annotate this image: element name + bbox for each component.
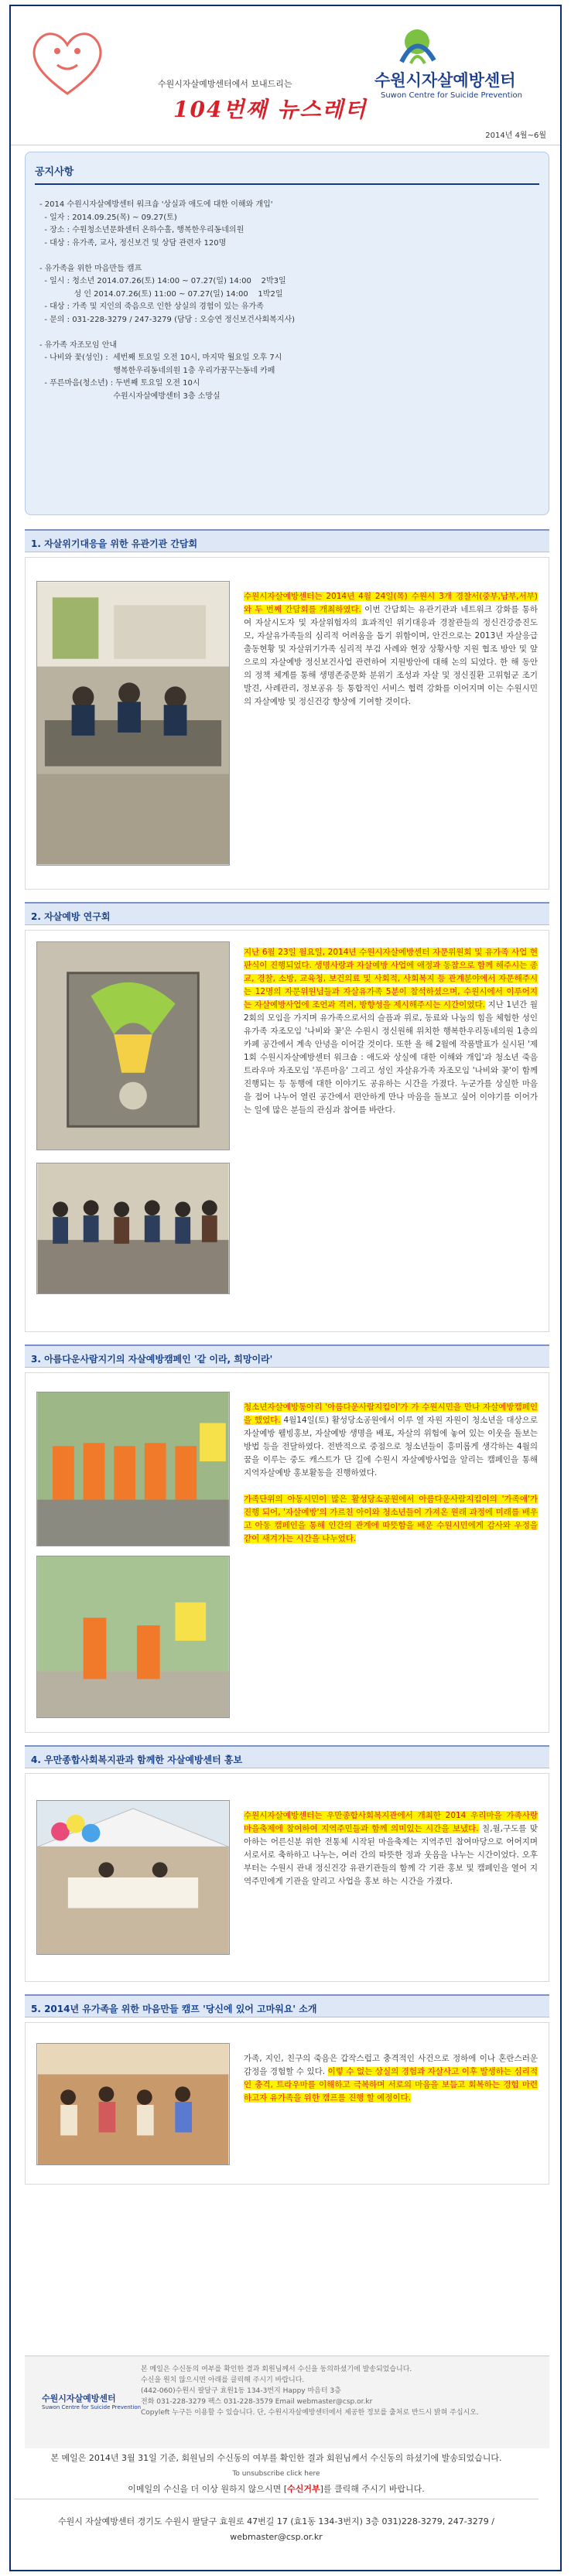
notice-line: - 2014 수원시자살예방센터 워크숍 '상실과 애도에 대한 이해와 개입' xyxy=(39,200,273,209)
newsletter-header xyxy=(11,6,560,145)
footer-text xyxy=(141,2364,479,2418)
section-5-header xyxy=(25,1994,549,2017)
committee-photo xyxy=(36,1163,230,1294)
notice-line: - 문의 : 031-228-3279 / 247-3279 (담당 : 오승연 정신보건사회복지사) xyxy=(39,315,296,324)
bottom-line-2 xyxy=(14,2482,539,2497)
logo-english: Suwon Centre for Suicide Prevention xyxy=(381,91,522,100)
newsletter xyxy=(9,5,562,2571)
campaign-group-photo xyxy=(36,1392,230,1546)
bottom-line-1: 본 메일은 2014년 3월 31일 기준, 회원님의 수신동의 여부를 확인한 결과 회원님께서 수신동의 하셨기에 발송되었습니다. xyxy=(50,2453,502,2463)
plaque-photo xyxy=(36,941,230,1150)
notice-line: - 일자 : 2014.09.25(목) ~ 09.27(토) xyxy=(39,213,177,222)
notice-line: - 푸른마음(청소년) : 두번째 토요일 오전 10시 xyxy=(39,379,200,388)
section-5-highlight: 이렇 수 없는 상실의 경험과 자살사고 이후 발생하는 심리적인 충격, 트라우마를 이해하고 극복하며 서로의 마음을 보듬고 회복하는 경험 마련하고자 유가족을 위한 캠프를 진행 할 예정이다. xyxy=(244,2067,538,2103)
meeting-photo xyxy=(36,581,230,866)
section-3-body-text: 4월14일(토) 활성당소공원에서 이루 열 자원 자원이 청소년을 대상으로 자살예방 웰빙홍보, 자살예방 생명을 배포, 자살의 위험에 놓여 있는 이웃을 돌보는 방법 등을 전달하였다. 전반적으로 중점으로 청소년들이 흥미롭게 생각하는 4월의 꿈을 이루는 중도 캐스트가 단 길에 수원시 자살예방사업을 알리는 캠페인을 통해 지역자살예방 홍보활동을 진행하였다. xyxy=(244,1416,538,1478)
section-3-title: 3. 아름다운사람지기의 자살예방캠페인 '같 이라, 희망이라' xyxy=(31,1354,273,1365)
section-1-header xyxy=(25,529,549,552)
notice-line: - 대상 : 유가족, 교사, 정신보건 및 상담 관련자 120명 xyxy=(39,238,227,248)
section-1-body xyxy=(25,557,549,890)
heart-mascot-icon xyxy=(25,20,110,105)
unsubscribe-button[interactable]: 수신거부 xyxy=(287,2484,320,2494)
footer-line: 수신을 원치 않으시면 아래를 클릭해 주시기 바랍니다. xyxy=(141,2376,305,2384)
section-2-text xyxy=(244,946,538,1117)
section-5-text xyxy=(244,2052,538,2105)
section-5-body-text: 가족, 지인, 친구의 죽음은 갑작스럽고 충격적인 사건으로 정하에 이나 혼란스러운 감정을 경험할 수 있다. xyxy=(244,2054,538,2076)
notice-line: 수원시자살예방센터 3층 소망실 xyxy=(39,391,221,401)
campaign-street-photo xyxy=(36,1556,230,1718)
bottom-line-2a: 이메일의 수신을 더 이상 원하지 않으시면 [ xyxy=(128,2484,288,2494)
section-4-body xyxy=(25,1773,549,1982)
notice-line: 행복한우리동네의원 1층 우리가꿈꾸는동네 카페 xyxy=(39,366,275,375)
footer-line: (442-060)수원시 팔달구 효원1동 134-3번지 Happy 마음터 3층 xyxy=(141,2387,341,2395)
section-1-title: 1. 자살위기대응을 위한 유관기관 간담회 xyxy=(31,538,198,549)
bottom-address: 수원시 자살예방센터 경기도 수원시 팔달구 효원로 47번길 17 (효1동 134-3번지) 3층 031)228-3279, 247-3279 / webmaster@csp.or.kr xyxy=(58,2516,494,2542)
section-4-title: 4. 우만종합사회복지관과 함께한 자살예방센터 홍보 xyxy=(31,1754,243,1765)
notice-box xyxy=(25,152,549,515)
notice-line: - 대상 : 가족 및 지인의 죽음으로 인한 상실의 경험이 있는 유가족 xyxy=(39,302,264,311)
section-2-body-text: 지난 1년간 월2회의 모임을 가지며 유가족으로서의 슬픔과 위로, 동료와 나눔의 힘을 체험한 성인유가족 자조모임 '나비와 꽃'은 수원시 정신원해 위치한 행복한우리동네의원 1층의 카페 공간에서 계속 안녕을 이어갈 것이다. 또한 올 해 2월에 작품발표가 실시된 '제1회 수원시자살예방센터 워크숍 : 애도와 상실에 대한 이해와 개입'과 청소년 죽음트라우마 자조모임 '푸른마음' 그리고 성인 자살유가족 자조모임 '나비와 꽃'이 함께 진행되는 등 동행에 대한 이야기도 공유하는 시간을 가졌다. 누군가를 상실한 마음을 접어 나누어 열린 공간에서 편안하게 만나 마음을 돌보고 싶어 이야기를 이어가는 일에 많은 분들의 관심과 참여를 바란다. xyxy=(244,1000,538,1115)
section-1-highlight: 수원시자살예방센터는 2014년 4월 24일(목) 수원시 3개 경찰서(중부,남부,서부)와 두 번째 간담회를 개최하였다. xyxy=(244,592,538,614)
section-4-header xyxy=(25,1745,549,1768)
notice-title: 공지사항 xyxy=(35,166,74,178)
camp-photo xyxy=(36,2043,230,2165)
section-4-text xyxy=(244,1809,538,1888)
section-3-header xyxy=(25,1344,549,1368)
logo-korean: 수원시자살예방센터 xyxy=(374,71,516,90)
issue-date: 2014년 4월~6월 xyxy=(485,132,546,140)
section-5-title: 5. 2014년 유가족을 위한 마음만들 캠프 '당신에 있어 고마워요' 소개 xyxy=(31,2004,317,2014)
section-1-text xyxy=(244,590,538,709)
notice-line: - 유가족 자조모임 안내 xyxy=(39,340,118,350)
notice-line xyxy=(39,250,535,263)
notice-body xyxy=(39,199,535,403)
notice-line: - 장소 : 수원청소년문화센터 온하수홀, 행복한우리동네의원 xyxy=(39,226,244,234)
issue-title: 104번째 뉴스레터 xyxy=(173,97,368,122)
section-2-header xyxy=(25,902,549,925)
section-4-body-text: 칠,월,구도를 맞아하는 어른신분 위한 전통체 시작된 마을축제는 지역주민 참여마당으로 어어지며 서로서로 축하하고 나누는, 여러 간의 따뜻한 정과 웃음을 나누는 시간이었다. 오후부터는 수원시 관내 정신건강 유관기관들의 함께 각 기관 홍보 및 캠페인을 열어 지역주민에게 기관을 알리고 사업을 홍보 하는 시간을 가졌다. xyxy=(244,1824,538,1886)
section-3-highlight: 청소년자살예방동아리 '아름다운사람지킴이'가 가 수원시민을 만나 자살예방캠페인을 했었다. xyxy=(244,1402,538,1425)
notice-line xyxy=(39,326,535,340)
section-3-highlight-2: 가족단위의 아동시민이 많은 활성당소공원에서 아름다운사람지킴이의 '가족애'가 진행 되어, '자살예방'의 가르친 아이와 청소년들이 가져온 원래 과정에 미래를 배우고 아동 캠페인을 통해 인간의 관계에 따뜻함을 배운 수원시민에게 감사와 우정을 같이 새겨가는 시간을 나누었다. xyxy=(244,1495,538,1543)
footer-line: 본 메일은 수신동의 여부를 확인한 결과 회원님께서 수신을 동의하셨기에 발송되었습니다. xyxy=(141,2366,412,2373)
section-2-body xyxy=(25,930,549,1332)
notice-line: 성 인 2014.07.26(토) 11:00 ~ 07.27(일) 14:00 1박2일 xyxy=(39,289,283,299)
bottom-line-2c: ]를 클릭해 주시기 바랍니다. xyxy=(320,2484,425,2494)
section-2-title: 2. 자살예방 연구회 xyxy=(31,911,111,922)
unsubscribe-link[interactable]: To unsubscribe click here xyxy=(232,2470,320,2478)
footer-line: 전화 031-228-3279 팩스 031-228-3579 Email webmaster@csp.or.kr xyxy=(141,2398,373,2406)
notice-line: - 유가족을 위한 마음만들 캠프 xyxy=(39,264,142,273)
section-5-body xyxy=(25,2022,549,2185)
footer-logo: 수원시자살예방센터 xyxy=(42,2393,116,2403)
footer-line: Copyleft 누구든 이용할 수 있습니다. 단, 수원시자살예방센터에서 제공한 정보를 출처로 반드시 밝혀 주십시오. xyxy=(141,2409,479,2417)
section-3-body xyxy=(25,1372,549,1733)
footer-logo-en: Suwon Centre for Suicide Prevention xyxy=(42,2404,142,2410)
notice-line: - 일시 : 청소년 2014.07.26(토) 14:00 ~ 07.27(일) 14:00 2박3일 xyxy=(39,277,286,285)
section-3-text xyxy=(244,1401,538,1546)
sender-text: 수원시자살예방센터에서 보내드리는 xyxy=(158,79,292,89)
section-2-highlight: 지난 6월 23일 월요일, 2014년 수원시자살예방센터 자문위원회 및 유가족 사업 현판식이 진행되었다. 생명사랑과 자살예방 사업에 애정과 동참으로 함께 해주시는 종교, 경찰, 소방, 교육청, 보건의료 및 사회적, 사회복지 등 관계분야에서 자문해주시는 12명의 자문위원님들과 자살유가족 5분이 참석하셨으며, 수원시에서 이루어지는 자살예방사업에 조언과 격려, 방향성을 제시해주시는 시간이었다. xyxy=(244,948,538,1010)
section-4-highlight: 수원시자살예방센터는 우만종합사회복지관에서 개최한 2014 우리마을 가족사랑 마을축제에 참여하여 지역주민들과 함께 의미있는 시간을 보냈다. xyxy=(244,1811,538,1833)
section-1-body-text: 이번 간담회는 유관기관과 네트워크 강화를 통하여 자살시도자 및 자살위험자의 효과적인 위기대응과 경찰관들의 정신건강증진도모, 자살유가족들의 심리적 어려움을 돕기 위함이며, 안건으로는 2013년 자살응급출동현황 및 자살위기가족 심리적 부검 사례와 현장 상황사항 지원 협조 방안 및 앞으로의 자살예방 정신보건사업 관련하여 지원방안에 대해 논의 되었다. 한 해 동안의 정책 체계를 통해 생명존중문화 분위기 조성과 자살 및 정신질환 고위험군 조기발견, 사례관리, 정보공유 등 통합적인 서비스 협력 강화를 이어지며 이는 수원시민의 자살예방 및 정신건강 향상에 기여할 것이다. xyxy=(244,605,539,706)
notice-line: - 나비와 꽃(성인) : 세번째 토요일 오전 10시, 마지막 월요일 오후 7시 xyxy=(39,354,282,362)
footer xyxy=(25,2356,549,2448)
notice-divider xyxy=(35,183,539,185)
bottom-notice xyxy=(14,2451,539,2497)
festival-booth-photo xyxy=(36,1800,230,1955)
